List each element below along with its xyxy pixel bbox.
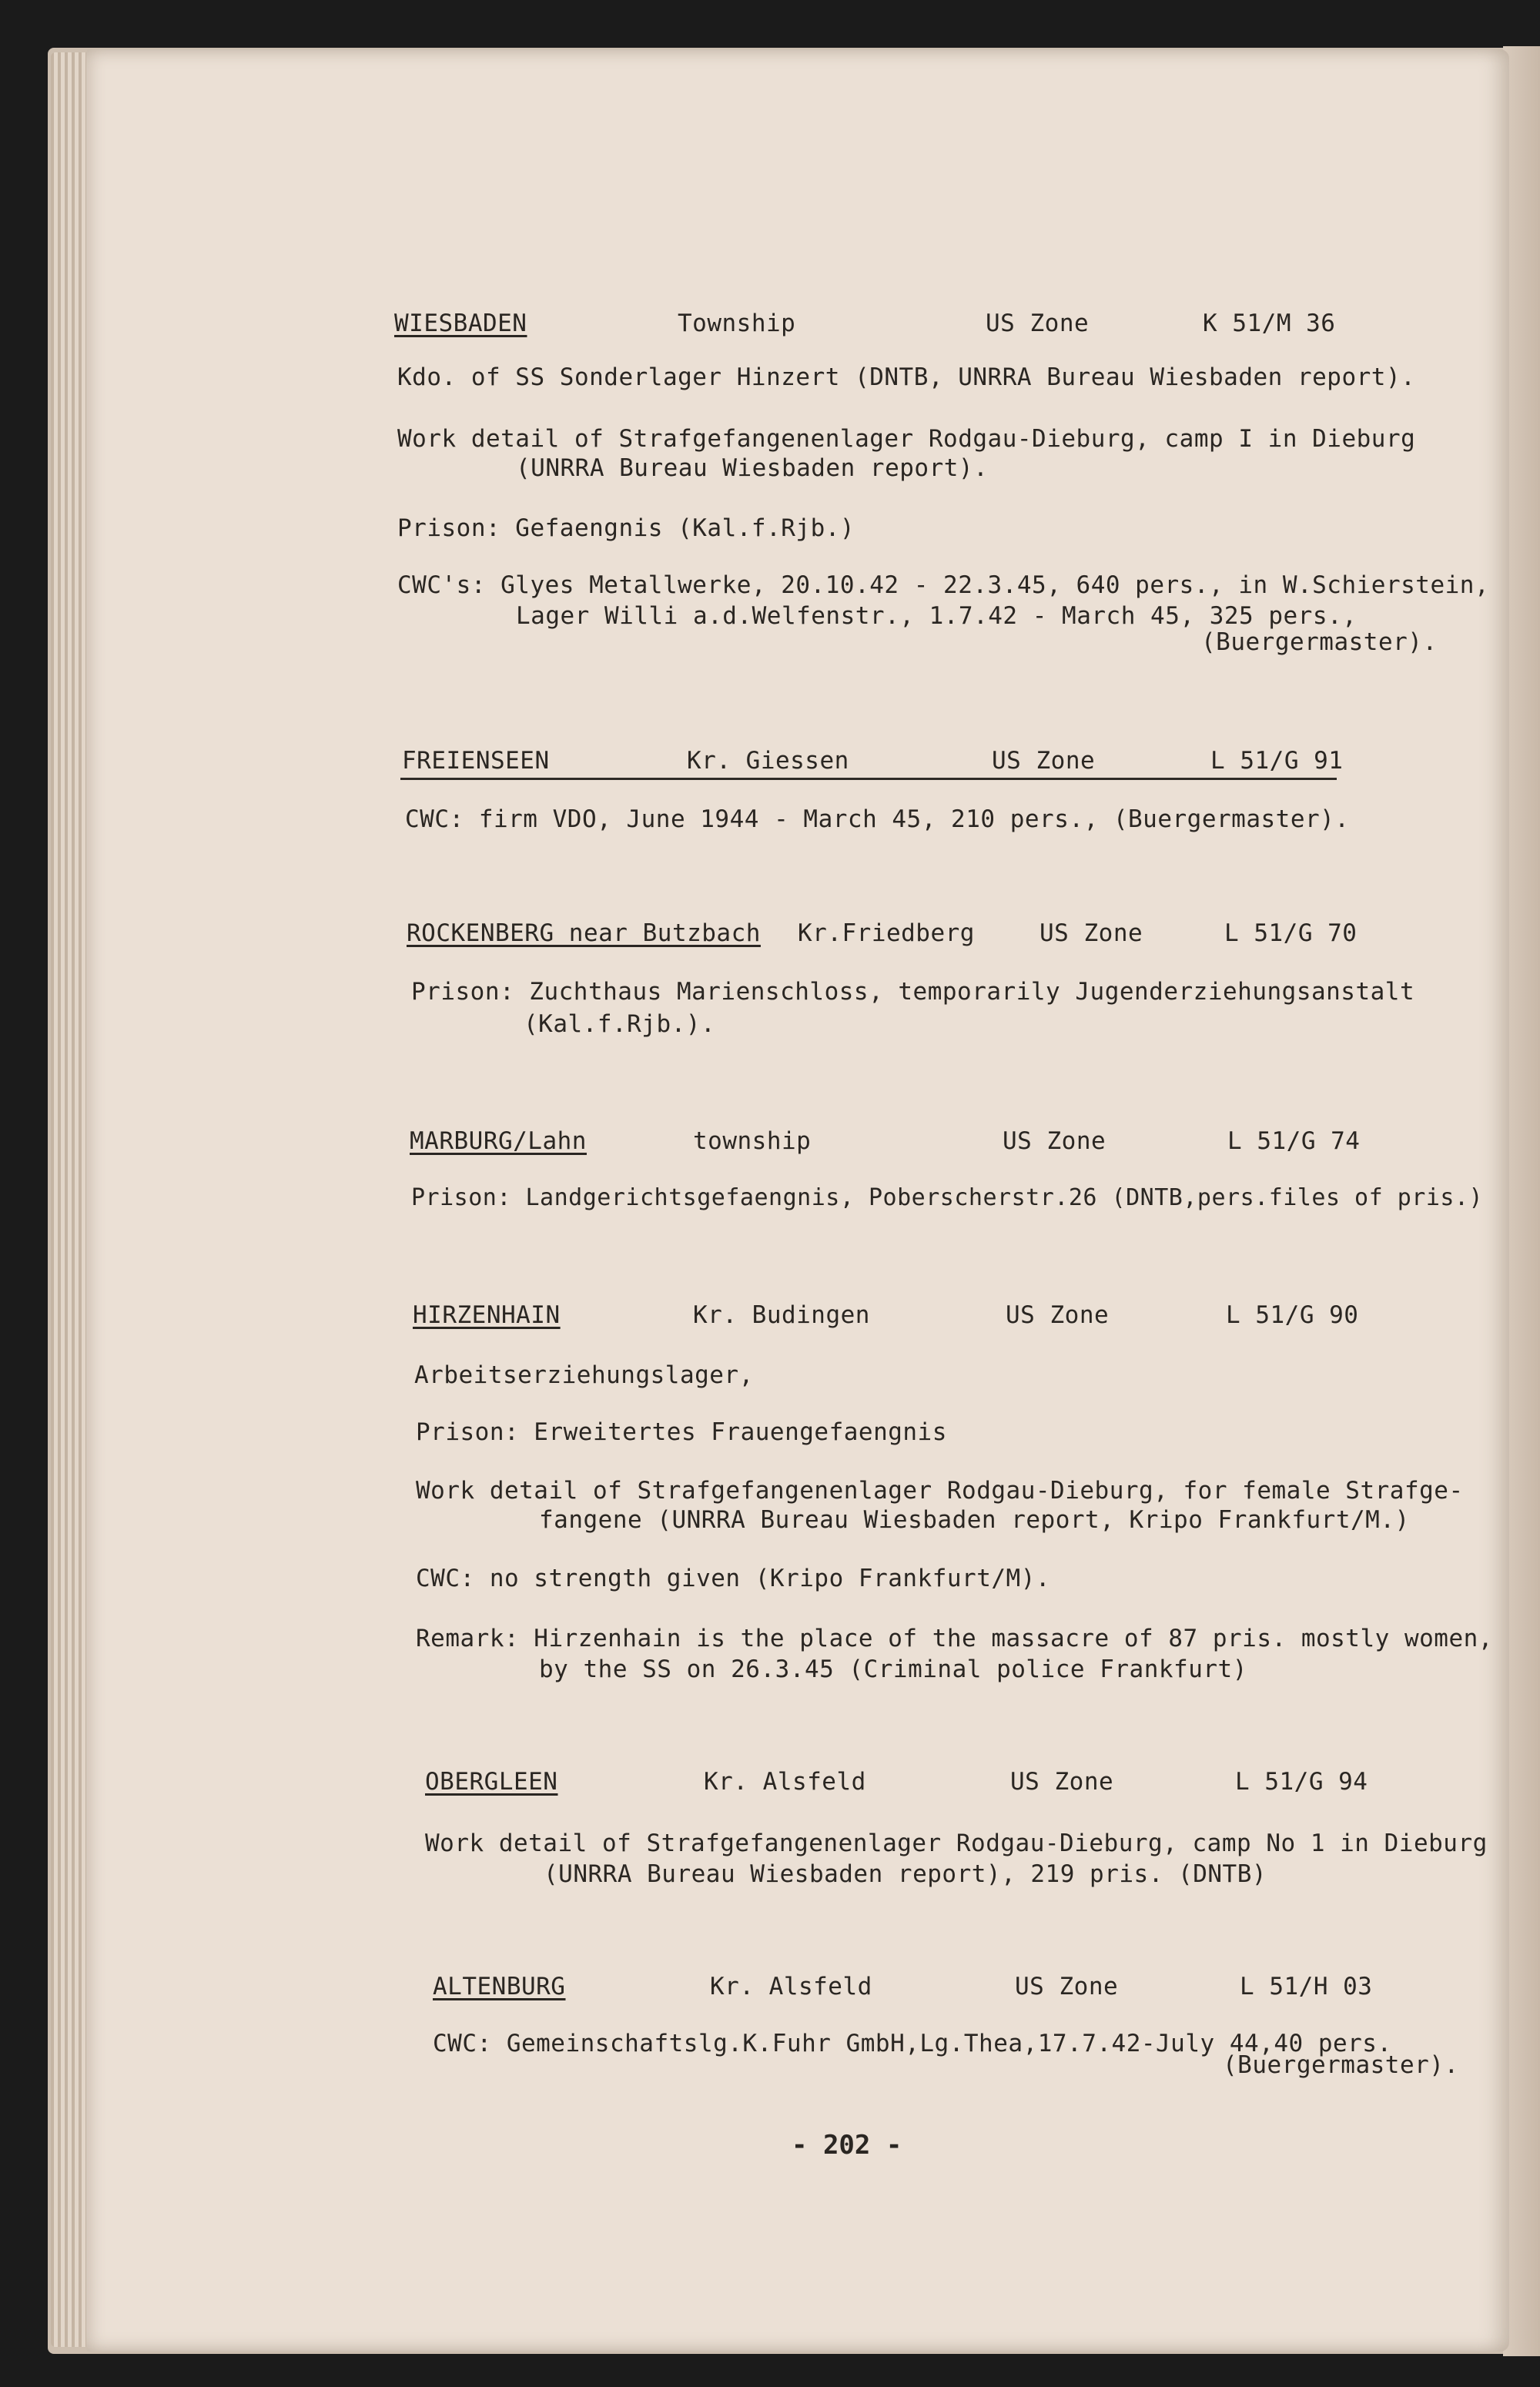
entry-line: Lager Willi a.d.Welfenstr., 1.7.42 - March 45, 325 pers., (516, 602, 1358, 630)
entry-line: (Buergermaster). (1201, 628, 1438, 656)
entry-line: Prison: Erweitertes Frauengefaengnis (416, 1418, 947, 1446)
entry-reference: L 51/G 90 (1226, 1301, 1359, 1329)
entry-underline (400, 778, 1337, 780)
entry-place: OBERGLEEN (425, 1768, 558, 1796)
entry-district: Kr. Alsfeld (704, 1768, 866, 1796)
page-number: - 202 - (792, 2130, 902, 2161)
entry-line: Remark: Hirzenhain is the place of the massacre of 87 pris. mostly women, (416, 1625, 1493, 1652)
entry-line: Prison: Landgerichtsgefaengnis, Poberscherstr.26 (DNTB,pers.files of pris.) (411, 1184, 1484, 1211)
entry-zone: US Zone (1010, 1768, 1114, 1796)
entry-line: CWC's: Glyes Metallwerke, 20.10.42 - 22.3.45, 640 pers., in W.Schierstein, (397, 571, 1490, 599)
entry-district: Township (678, 310, 796, 337)
entry-line: (Buergermaster). (1223, 2051, 1459, 2079)
entry-line: Prison: Gefaengnis (Kal.f.Rjb.) (397, 514, 855, 542)
entry-place: FREIENSEEN (402, 747, 550, 775)
entry-zone: US Zone (1040, 919, 1143, 947)
entry-line: Work detail of Strafgefangenenlager Rodgau-Dieburg, camp I in Dieburg (397, 425, 1416, 453)
entry-zone: US Zone (986, 310, 1090, 337)
entry-zone: US Zone (1006, 1301, 1110, 1329)
entry-district: Kr. Alsfeld (710, 1973, 872, 2000)
entry-reference: L 51/H 03 (1240, 1973, 1373, 2000)
entry-reference: K 51/M 36 (1203, 310, 1336, 337)
entry-line: Arbeitserziehungslager, (414, 1361, 754, 1389)
entry-line: CWC: Gemeinschaftslg.K.Fuhr GmbH,Lg.Thea,17.7.42-July 44,40 pers. (433, 2030, 1392, 2057)
entry-line: by the SS on 26.3.45 (Criminal police Frankfurt) (539, 1656, 1247, 1683)
entry-place: MARBURG/Lahn (410, 1127, 587, 1155)
entry-zone: US Zone (1015, 1973, 1119, 2000)
entry-district: Kr. Giessen (687, 747, 849, 775)
entry-line: (UNRRA Bureau Wiesbaden report), 219 pris. (DNTB) (544, 1860, 1267, 1888)
entry-reference: L 51/G 70 (1224, 919, 1358, 947)
entry-reference: L 51/G 74 (1227, 1127, 1361, 1155)
entry-line: Kdo. of SS Sonderlager Hinzert (DNTB, UNRRA Bureau Wiesbaden report). (397, 363, 1416, 391)
entry-reference: L 51/G 91 (1210, 747, 1344, 775)
entry-line: (UNRRA Bureau Wiesbaden report). (516, 454, 989, 482)
entry-place: WIESBADEN (394, 310, 527, 337)
entry-line: (Kal.f.Rjb.). (524, 1010, 716, 1038)
entry-line: fangene (UNRRA Bureau Wiesbaden report, Kripo Frankfurt/M.) (539, 1506, 1410, 1534)
entry-line: CWC: firm VDO, June 1944 - March 45, 210 pers., (Buergermaster). (405, 805, 1350, 833)
entry-district: township (693, 1127, 812, 1155)
entry-place: ROCKENBERG near Butzbach (407, 919, 761, 947)
entry-place: HIRZENHAIN (413, 1301, 561, 1329)
entry-line: Work detail of Strafgefangenenlager Rodgau-Dieburg, camp No 1 in Dieburg (425, 1830, 1488, 1857)
entry-line: Work detail of Strafgefangenenlager Rodgau-Dieburg, for female Strafge- (416, 1477, 1464, 1505)
entry-line: CWC: no strength given (Kripo Frankfurt/M). (416, 1565, 1051, 1592)
entry-zone: US Zone (992, 747, 1096, 775)
entry-district: Kr.Friedberg (798, 919, 975, 947)
entry-line: Prison: Zuchthaus Marienschloss, temporarily Jugenderziehungsanstalt (411, 978, 1415, 1006)
entry-zone: US Zone (1003, 1127, 1106, 1155)
entry-district: Kr. Budingen (693, 1301, 870, 1329)
entry-place: ALTENBURG (433, 1973, 566, 2000)
entry-reference: L 51/G 94 (1235, 1768, 1368, 1796)
